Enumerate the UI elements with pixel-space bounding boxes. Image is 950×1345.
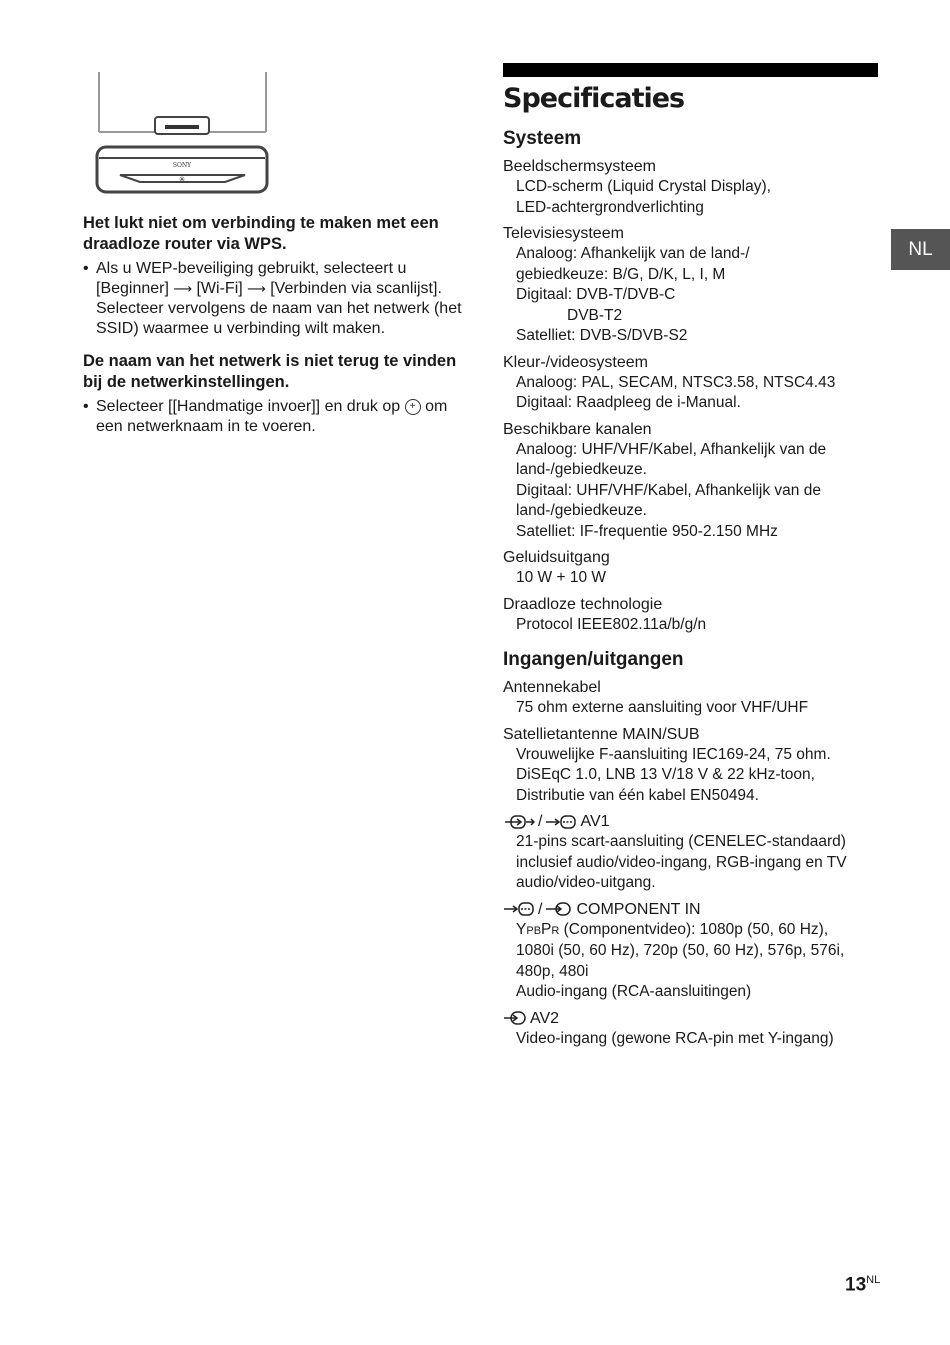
answer-wps: • Als u WEP-beveiliging gebruikt, selecteert u [Beginner] ⟶ [Wi-Fi] ⟶ [Verbinden via scanlijst]. Selecteer vervolgens de naam van het netwerk (het SSID) waarmee u verbinding wilt maken. (83, 259, 463, 339)
output-icon (545, 814, 577, 830)
tv-illustration (95, 70, 285, 195)
language-tab: NL (891, 229, 950, 270)
video-input-icon (503, 1010, 527, 1026)
component-input-icon (545, 901, 573, 917)
spec-component-in: / COMPONENT IN YPBPR (Componentvideo): 1080p (50, 60 Hz), 1080i (50, 60 Hz), 720p (50, 60 Hz), 576p, 576i, 480p, 480i Audio-ingang (RCA-aansluitingen) (503, 899, 878, 1003)
spec-sound-output: Geluidsuitgang 10 W + 10 W (503, 549, 610, 586)
spec-color-system: Kleur-/videosysteem Analoog: PAL, SECAM, NTSC3.58, NTSC4.43 Digitaal: Raadpleeg de i-Manual. (503, 353, 836, 411)
svg-text:SONY: SONY (172, 162, 192, 169)
question-network-name: De naam van het netwerk is niet terug te vinden bij de netwerkinstellingen. (83, 352, 457, 391)
arrow-right-icon: ⟶ (247, 281, 266, 296)
svg-text:✳: ✳ (178, 175, 186, 184)
question-wps: Het lukt niet om verbinding te maken met een draadloze router via WPS. (83, 214, 439, 253)
page-title: Specificaties (503, 83, 685, 114)
page-number: $13^{NL}$ (845, 1274, 881, 1296)
left-column (83, 70, 463, 437)
spec-satellite: Satellietantenne MAIN/SUB Vrouwelijke F-aansluiting IEC169-24, 75 ohm. DiSEqC 1.0, LNB 13 V/18 V & 22 kHz-toon, Distributie van één kabel EN50494. (503, 725, 831, 804)
specifications-column (503, 63, 878, 1054)
answer-network-name: • Selecteer [[Handmatige invoer]] en druk op + om een netwerknaam in te voeren. (83, 397, 463, 437)
spec-tv-system: Televisiesysteem Analoog: Afhankelijk van de land-/ gebiedkeuze: B/G, D/K, L, I, M Digitaal: DVB-T/DVB-C DVB-T2 Satelliet: DVB-S/DVB-S2 (503, 225, 750, 344)
spec-antenna: Antennekabel 75 ohm externe aansluiting voor VHF/UHF (503, 679, 809, 716)
spec-display-system: Beeldschermsysteem LCD-scherm (Liquid Crystal Display), LED-achtergrondverlichting (503, 158, 771, 216)
arrow-right-icon: ⟶ (173, 281, 193, 296)
heading-bar (503, 63, 878, 77)
spec-av1: / AV1 21-pins scart-aansluiting (CENELEC-standaard) inclusief audio/video-ingang, RGB-ingang en TV audio/video-uitgang. (503, 811, 878, 894)
enter-button-icon: + (405, 399, 421, 415)
section-title-io: Ingangen/uitgangen (503, 649, 684, 670)
input-output-icon (503, 814, 535, 830)
spec-channels: Beschikbare kanalen Analoog: UHF/VHF/Kabel, Afhankelijk van de land-/gebiedkeuze. Digitaal: UHF/VHF/Kabel, Afhankelijk van de land-/gebiedkeuze. Satelliet: IF-frequentie 950-2.150 MHz (503, 420, 827, 540)
section-title-system: Systeem (503, 128, 582, 149)
component-output-icon (503, 901, 535, 917)
spec-av2: AV2 Video-ingang (gewone RCA-pin met Y-ingang) (503, 1008, 878, 1050)
spec-wireless: Draadloze technologie Protocol IEEE802.11a/b/g/n (503, 595, 707, 633)
